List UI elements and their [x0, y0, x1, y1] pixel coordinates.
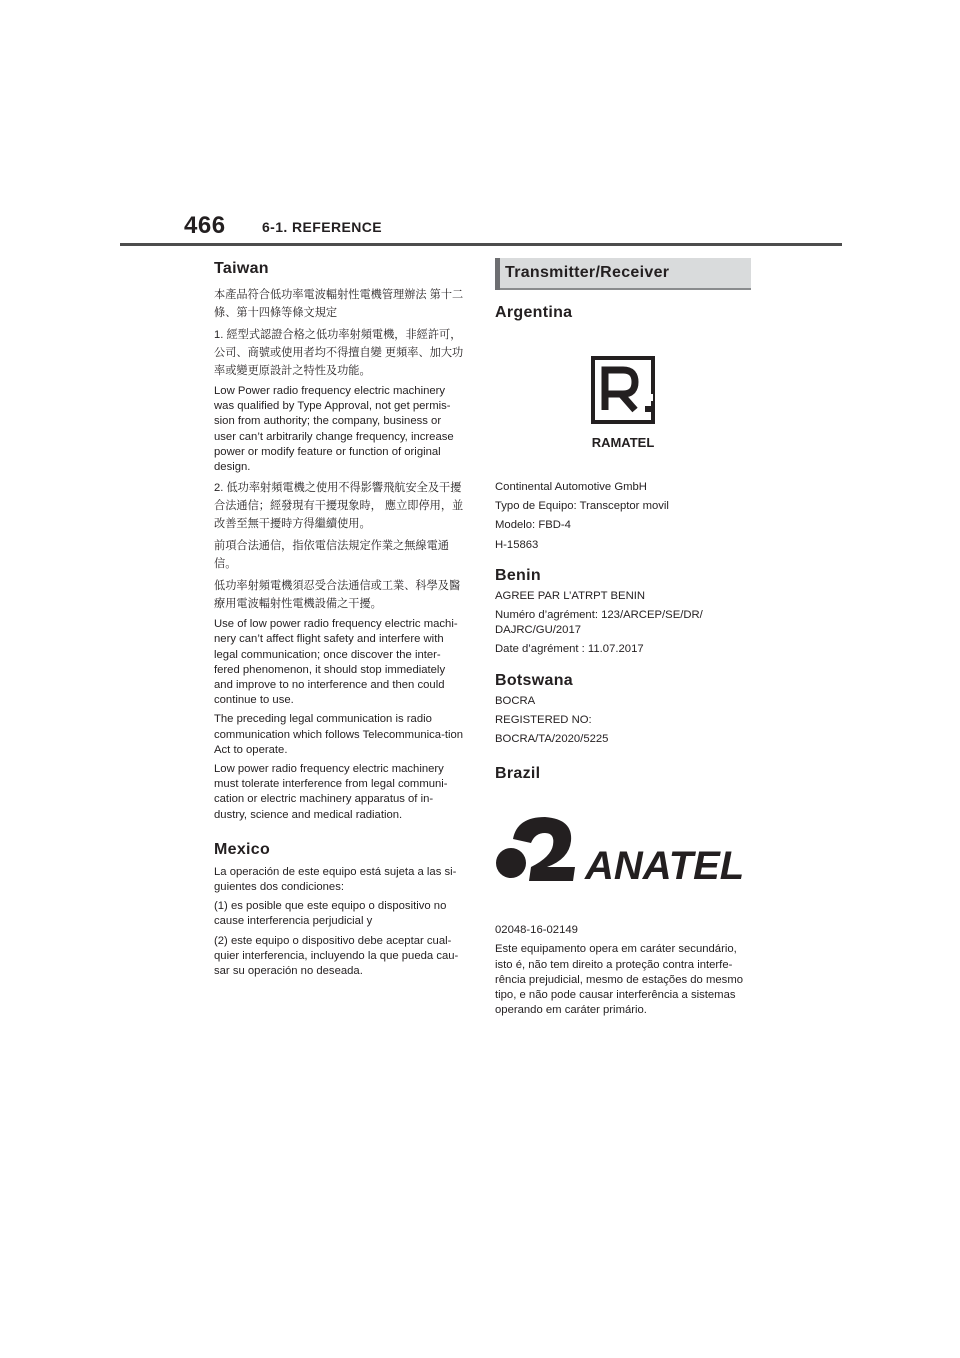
brazil-heading: Brazil	[495, 765, 541, 783]
taiwan-paragraph: The preceding legal communication is radio communication which follows Telecommunica-tion Act to operate.	[214, 713, 464, 756]
taiwan-paragraph: Low power radio frequency electric machinery must tolerate interference from legal communi-cation or electric machinery apparatus of in-dustry, science and medical radiation.	[214, 763, 448, 821]
taiwan-paragraph: 本產品符合低功率電波輻射性電機管理辦法 第十二條、第十四條等條文規定	[214, 289, 464, 319]
taiwan-heading: Taiwan	[214, 260, 269, 277]
argentina-line: H-15863	[495, 538, 539, 551]
header-rule	[120, 243, 842, 246]
brazil-line: Este equipamento opera em caráter secundário, isto é, não tem direito a proteção contra interfe-rência prejudicial, mesmo de estações do mesmo tipo, e não pode causar interferência a sistemas operando em caráter primário.	[495, 943, 744, 1017]
brazil-line: 02048-16-02149	[495, 924, 578, 937]
benin-line: AGREE PAR L’ATRPT BENIN	[495, 589, 646, 602]
right-column	[495, 258, 751, 1018]
mexico-paragraph: (1) es posible que este equipo o dispositivo no cause interferencia perjudicial y	[214, 900, 447, 928]
botswana-line: BOCRA	[495, 694, 536, 707]
argentina-line: Typo de Equipo: Transceptor movil	[495, 500, 669, 513]
page-number: 466	[184, 212, 226, 239]
benin-line: Numéro d’agrément: 123/ARCEP/SE/DR/ DAJRC/GU/2017	[495, 609, 703, 637]
banner-title: Transmitter/Receiver	[505, 264, 670, 281]
ramatel-logo	[583, 356, 663, 452]
botswana-line: REGISTERED NO:	[495, 713, 592, 726]
mexico-heading: Mexico	[214, 840, 271, 858]
benin-line: Date d’agrément : 11.07.2017	[495, 643, 644, 656]
transmitter-receiver-banner	[495, 258, 751, 290]
ramatel-logo-text: RAMATEL	[591, 435, 655, 450]
taiwan-paragraph: 前項合法通信，指依電信法規定作業之無線電通信。	[214, 540, 449, 571]
taiwan-paragraph: Use of low power radio frequency electric machi-nery can’t affect flight safety and interfere with legal communication; once discover the inter-fered phenomenon, it should stop immediately and improve to no interference and then could continue to use.	[214, 618, 458, 707]
section-title: 6-1. REFERENCE	[262, 219, 382, 235]
taiwan-paragraph: 1. 經型式認證合格之低功率射頻電機，非經許可，公司、商號或使用者均不得擅自變 更頻率、加大功率或變更原設計之特性及功能。	[214, 329, 464, 377]
mexico-paragraph: La operación de este equipo está sujeta a las si-guientes dos condiciones:	[214, 865, 457, 894]
taiwan-paragraph: 低功率射頻電機須忍受合法通信或工業、科學及醫療用電波輻射性電機設備之干擾。	[214, 580, 461, 611]
taiwan-paragraph: 2. 低功率射頻電機之使用不得影響飛航安全及干擾合法通信；經發現有干擾現象時， 應立即停用，並改善至無干擾時方得繼續使用。	[214, 482, 464, 531]
argentina-line: Modelo: FBD-4	[495, 519, 571, 532]
taiwan-paragraph: Low Power radio frequency electric machinery was qualified by Type Approval, not get permis-sion from authority; the company, business or user can’t arbitrarily change frequency, increase power or modify feature or function of original design.	[214, 385, 454, 474]
argentina-heading: Argentina	[495, 304, 573, 321]
anatel-logo-text: ANATEL	[585, 844, 745, 884]
benin-heading: Benin	[495, 566, 541, 584]
anatel-logo	[495, 815, 751, 883]
argentina-line: Continental Automotive GmbH	[495, 481, 647, 493]
mexico-paragraph: (2) este equipo o dispositivo debe aceptar cual-quier interferencia, incluyendo la que pueda cau-sar su operación no deseada.	[214, 934, 459, 978]
botswana-heading: Botswana	[495, 671, 573, 689]
botswana-line: BOCRA/TA/2020/5225	[495, 733, 609, 746]
left-column	[214, 260, 464, 979]
